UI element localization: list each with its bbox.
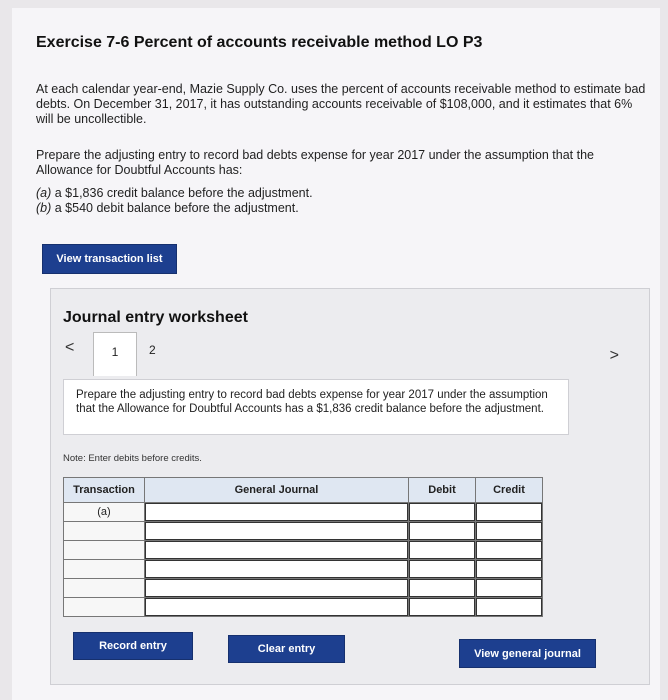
option-b-text: a $540 debit balance before the adjustment. — [51, 201, 299, 215]
general-journal-input[interactable] — [145, 522, 409, 541]
header-debit: Debit — [409, 478, 476, 503]
chevron-right-icon[interactable]: > — [609, 347, 619, 364]
credit-input[interactable] — [476, 541, 543, 560]
journal-table — [63, 477, 543, 617]
clear-entry-button[interactable]: Clear entry — [228, 635, 345, 663]
table-row — [64, 541, 543, 560]
table-row — [64, 598, 543, 617]
header-credit: Credit — [476, 478, 543, 503]
credit-input[interactable] — [476, 598, 543, 617]
header-transaction: Transaction — [64, 478, 145, 503]
table-row — [64, 503, 543, 522]
chevron-left-icon[interactable]: < — [65, 339, 75, 356]
option-a-label: (a) — [36, 186, 52, 200]
header-general-journal: General Journal — [145, 478, 409, 503]
record-entry-button[interactable]: Record entry — [73, 632, 193, 660]
debit-input[interactable] — [409, 560, 476, 579]
table-row — [64, 560, 543, 579]
page — [12, 8, 660, 700]
worksheet-instruction: Prepare the adjusting entry to record bad debts expense for year 2017 under the assumption that the Allowance for Doubtful Accounts has a $1,836 credit balance before the adjustment. — [63, 379, 569, 435]
view-transaction-list-button[interactable]: View transaction list — [42, 244, 177, 274]
table-row — [64, 522, 543, 541]
worksheet-note: Note: Enter debits before credits. — [63, 453, 202, 464]
table-row — [64, 579, 543, 598]
debit-input[interactable] — [409, 503, 476, 522]
debit-input[interactable] — [409, 598, 476, 617]
option-a-text: a $1,836 credit balance before the adjustment. — [51, 186, 313, 200]
transaction-cell — [64, 541, 145, 560]
debit-input[interactable] — [409, 522, 476, 541]
exercise-paragraph-2: Prepare the adjusting entry to record bad debts expense for year 2017 under the assumption that the Allowance for Doubtful Accounts has: — [36, 148, 594, 177]
option-b-label: (b) — [36, 201, 52, 215]
general-journal-input[interactable] — [145, 598, 409, 617]
view-general-journal-button[interactable]: View general journal — [459, 639, 596, 668]
general-journal-input[interactable] — [145, 560, 409, 579]
credit-input[interactable] — [476, 503, 543, 522]
transaction-cell: (a) — [64, 503, 145, 522]
general-journal-input[interactable] — [145, 541, 409, 560]
exercise-title: Exercise 7-6 Percent of accounts receivable method LO P3 — [36, 34, 483, 51]
worksheet-tab-1[interactable]: 1 — [93, 332, 137, 376]
transaction-cell — [64, 522, 145, 541]
debit-input[interactable] — [409, 541, 476, 560]
transaction-cell — [64, 579, 145, 598]
general-journal-input[interactable] — [145, 503, 409, 522]
general-journal-input[interactable] — [145, 579, 409, 598]
credit-input[interactable] — [476, 560, 543, 579]
worksheet-title: Journal entry worksheet — [63, 309, 248, 326]
transaction-cell — [64, 560, 145, 579]
transaction-cell — [64, 598, 145, 617]
option-a — [36, 186, 646, 201]
worksheet-tab-2[interactable]: 2 — [149, 343, 156, 357]
journal-header-row — [64, 478, 543, 503]
credit-input[interactable] — [476, 579, 543, 598]
option-b — [36, 201, 646, 216]
journal-entry-worksheet — [50, 288, 650, 685]
exercise-paragraph-1: At each calendar year-end, Mazie Supply Co. uses the percent of accounts receivable method to estimate bad debts. On December 31, 2017, it has outstanding accounts receivable of $108,000, and it estimates that 6% will be uncollectible. — [36, 82, 646, 126]
exercise-options — [36, 186, 646, 216]
credit-input[interactable] — [476, 522, 543, 541]
debit-input[interactable] — [409, 579, 476, 598]
